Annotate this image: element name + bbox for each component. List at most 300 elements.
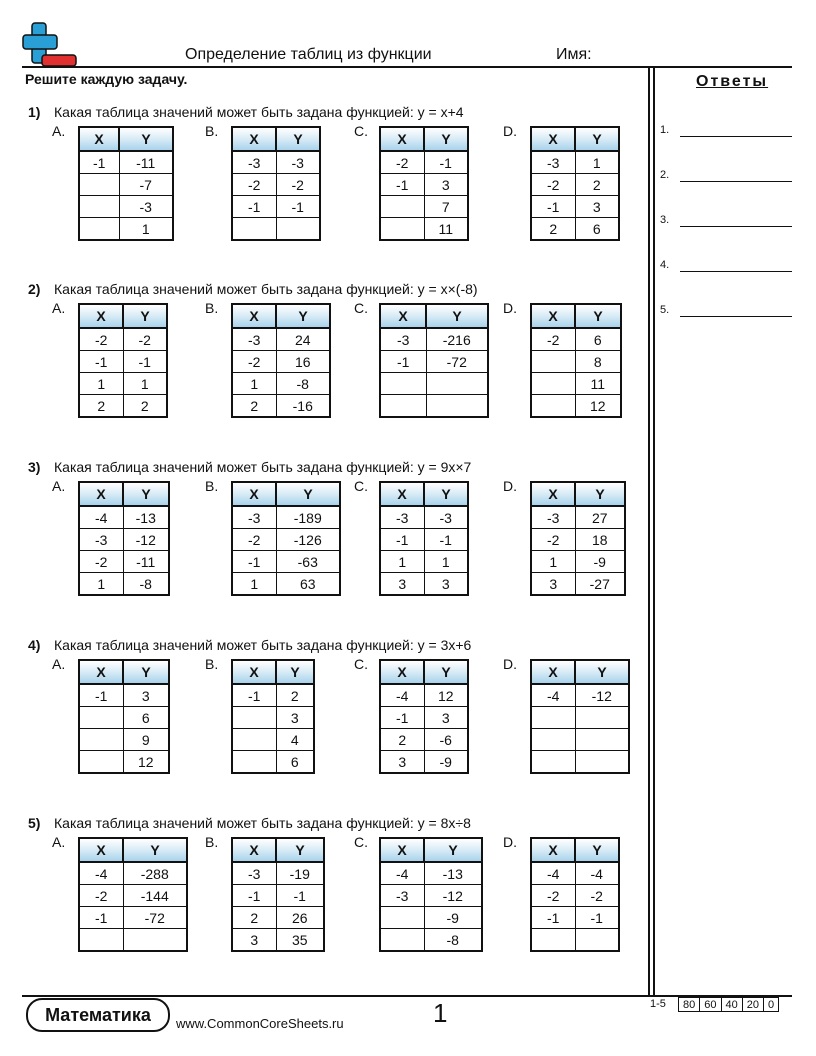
- x-cell: -3: [380, 885, 424, 907]
- y-cell: 2: [123, 395, 167, 418]
- option-label[interactable]: D.: [503, 656, 517, 672]
- table-row: [380, 707, 468, 729]
- table-row: [79, 328, 167, 351]
- answer-number: 5.: [660, 304, 670, 316]
- table-row: [531, 151, 619, 174]
- y-cell: -1: [123, 351, 167, 373]
- table-row: [79, 573, 169, 596]
- table-row: [531, 573, 625, 596]
- x-header: X: [79, 127, 119, 151]
- y-header: Y: [424, 838, 482, 862]
- x-cell: 2: [232, 395, 276, 418]
- y-header: Y: [276, 127, 320, 151]
- table-row: [232, 751, 314, 774]
- question-number: 5): [28, 815, 41, 831]
- y-cell: -16: [276, 395, 330, 418]
- x-cell: [79, 729, 123, 751]
- table-row: [380, 151, 468, 174]
- y-header: Y: [276, 838, 324, 862]
- table-row: [380, 174, 468, 196]
- x-cell: [232, 751, 276, 774]
- x-header: X: [380, 304, 426, 328]
- table-row: [79, 707, 169, 729]
- table-row: [79, 929, 187, 952]
- value-table: [530, 481, 626, 596]
- x-header: X: [380, 482, 424, 506]
- y-cell: 4: [276, 729, 314, 751]
- y-cell: -8: [424, 929, 482, 952]
- table-row: [232, 551, 340, 573]
- option-label[interactable]: B.: [205, 656, 219, 672]
- question-text: Какая таблица значений может быть задана функцией: y = 3x+6: [54, 637, 472, 653]
- y-cell: 11: [424, 218, 468, 241]
- table-row: [380, 373, 488, 395]
- option-label[interactable]: A.: [52, 123, 66, 139]
- x-cell: [531, 729, 575, 751]
- x-cell: -1: [79, 907, 123, 929]
- x-cell: -3: [380, 328, 426, 351]
- value-table: [78, 659, 170, 774]
- y-cell: [426, 373, 488, 395]
- footer-divider: [22, 995, 792, 997]
- y-cell: 2: [276, 684, 314, 707]
- option-label[interactable]: C.: [354, 300, 368, 316]
- y-cell: -216: [426, 328, 488, 351]
- table-row: [79, 506, 169, 529]
- x-cell: [380, 907, 424, 929]
- table-row: [380, 684, 468, 707]
- x-cell: -1: [531, 907, 575, 929]
- table-row: [531, 328, 621, 351]
- table-row: [232, 707, 314, 729]
- table-row: [232, 328, 330, 351]
- x-cell: [79, 196, 119, 218]
- question-text: Какая таблица значений может быть задана функцией: y = 8x÷8: [54, 815, 471, 831]
- x-cell: 1: [232, 373, 276, 395]
- table-row: [232, 351, 330, 373]
- x-cell: -1: [232, 885, 276, 907]
- table-row: [232, 929, 324, 952]
- y-cell: -9: [424, 751, 468, 774]
- x-header: X: [380, 127, 424, 151]
- x-cell: [79, 707, 123, 729]
- y-cell: -9: [424, 907, 482, 929]
- page-number: 1: [433, 998, 448, 1028]
- x-cell: [380, 373, 426, 395]
- y-header: Y: [575, 482, 625, 506]
- x-cell: [380, 395, 426, 418]
- y-cell: 1: [575, 151, 619, 174]
- x-cell: -3: [232, 506, 276, 529]
- value-table: [78, 837, 188, 952]
- table-row: [380, 907, 482, 929]
- table-row: [380, 751, 468, 774]
- value-table: [379, 837, 483, 952]
- x-cell: 2: [79, 395, 123, 418]
- x-cell: -4: [79, 506, 123, 529]
- table-row: [232, 885, 324, 907]
- x-cell: -3: [380, 506, 424, 529]
- y-cell: 1: [123, 373, 167, 395]
- y-header: Y: [424, 660, 468, 684]
- x-cell: -4: [79, 862, 123, 885]
- score-cell: 40: [721, 998, 742, 1012]
- y-cell: 7: [424, 196, 468, 218]
- table-row: [232, 573, 340, 596]
- table-row: [232, 151, 320, 174]
- y-cell: 12: [424, 684, 468, 707]
- x-cell: 2: [232, 907, 276, 929]
- site-url: www.CommonCoreSheets.ru: [176, 1016, 344, 1031]
- y-header: Y: [276, 304, 330, 328]
- y-cell: 16: [276, 351, 330, 373]
- y-cell: -288: [123, 862, 187, 885]
- x-header: X: [531, 838, 575, 862]
- y-header: Y: [123, 482, 169, 506]
- table-row: [79, 151, 173, 174]
- y-cell: 12: [123, 751, 169, 774]
- table-row: [380, 885, 482, 907]
- y-header: Y: [575, 660, 629, 684]
- answer-number: 4.: [660, 259, 670, 271]
- y-header: Y: [123, 660, 169, 684]
- x-header: X: [79, 482, 123, 506]
- y-cell: -13: [123, 506, 169, 529]
- value-table: [379, 659, 469, 774]
- x-cell: [531, 707, 575, 729]
- x-cell: -1: [380, 174, 424, 196]
- value-table: [231, 126, 321, 241]
- y-cell: -1: [575, 907, 619, 929]
- y-cell: [575, 751, 629, 774]
- table-row: [531, 707, 629, 729]
- value-table: [379, 481, 469, 596]
- option-label[interactable]: A.: [52, 656, 66, 672]
- table-row: [380, 395, 488, 418]
- table-row: [79, 529, 169, 551]
- option-label[interactable]: C.: [354, 656, 368, 672]
- option-label[interactable]: D.: [503, 834, 517, 850]
- y-cell: 2: [575, 174, 619, 196]
- x-cell: [380, 218, 424, 241]
- x-cell: 1: [232, 573, 276, 596]
- table-row: [380, 351, 488, 373]
- y-cell: 1: [119, 218, 173, 241]
- table-row: [79, 729, 169, 751]
- x-cell: -2: [232, 529, 276, 551]
- score-cell: 80: [679, 998, 700, 1012]
- x-cell: [380, 196, 424, 218]
- x-cell: -3: [232, 151, 276, 174]
- score-range: 1-5: [650, 998, 666, 1010]
- y-cell: 8: [575, 351, 621, 373]
- answer-line[interactable]: [680, 226, 792, 227]
- x-cell: -1: [380, 529, 424, 551]
- question-number: 1): [28, 104, 41, 120]
- y-cell: -19: [276, 862, 324, 885]
- y-cell: 3: [123, 684, 169, 707]
- table-row: [79, 218, 173, 241]
- question-text: Какая таблица значений может быть задана функцией: y = x×(-8): [54, 281, 478, 297]
- y-cell: 26: [276, 907, 324, 929]
- table-row: [232, 373, 330, 395]
- x-cell: 1: [380, 551, 424, 573]
- answer-row[interactable]: [660, 304, 792, 322]
- x-cell: -4: [531, 862, 575, 885]
- table-row: [79, 751, 169, 774]
- y-header: Y: [119, 127, 173, 151]
- option-label[interactable]: B.: [205, 834, 219, 850]
- y-cell: -1: [424, 151, 468, 174]
- table-row: [531, 862, 619, 885]
- x-cell: -2: [79, 328, 123, 351]
- x-header: X: [380, 838, 424, 862]
- y-cell: 35: [276, 929, 324, 952]
- score-cell: 0: [764, 998, 779, 1012]
- x-cell: 1: [531, 551, 575, 573]
- y-cell: 63: [276, 573, 340, 596]
- y-header: Y: [424, 127, 468, 151]
- x-cell: -3: [531, 506, 575, 529]
- table-row: [79, 907, 187, 929]
- y-cell: [575, 929, 619, 952]
- answer-number: 1.: [660, 124, 670, 136]
- instructions: Решите каждую задачу.: [25, 71, 188, 87]
- x-cell: -2: [531, 174, 575, 196]
- option-label[interactable]: B.: [205, 300, 219, 316]
- x-cell: [232, 729, 276, 751]
- y-cell: -2: [276, 174, 320, 196]
- y-header: Y: [575, 304, 621, 328]
- answer-row[interactable]: [660, 169, 792, 187]
- option-label[interactable]: A.: [52, 300, 66, 316]
- y-cell: 6: [276, 751, 314, 774]
- x-header: X: [531, 304, 575, 328]
- y-cell: -7: [119, 174, 173, 196]
- score-cell: 60: [700, 998, 721, 1012]
- x-header: X: [79, 660, 123, 684]
- y-cell: 3: [276, 707, 314, 729]
- table-row: [232, 529, 340, 551]
- table-row: [380, 529, 468, 551]
- table-row: [531, 684, 629, 707]
- x-cell: -3: [79, 529, 123, 551]
- y-header: Y: [123, 304, 167, 328]
- table-row: [79, 551, 169, 573]
- question-number: 4): [28, 637, 41, 653]
- y-header: Y: [575, 127, 619, 151]
- table-row: [232, 907, 324, 929]
- option-label[interactable]: B.: [205, 478, 219, 494]
- score-table: [678, 997, 779, 1012]
- y-cell: 24: [276, 328, 330, 351]
- y-cell: [426, 395, 488, 418]
- y-cell: 18: [575, 529, 625, 551]
- option-label[interactable]: B.: [205, 123, 219, 139]
- table-row: [79, 684, 169, 707]
- y-cell: 9: [123, 729, 169, 751]
- y-cell: 3: [424, 174, 468, 196]
- x-cell: -1: [380, 351, 426, 373]
- table-row: [79, 351, 167, 373]
- answer-line[interactable]: [680, 271, 792, 272]
- question-text: Какая таблица значений может быть задана функцией: y = x+4: [54, 104, 464, 120]
- x-cell: 1: [79, 573, 123, 596]
- table-row: [531, 196, 619, 218]
- x-cell: [79, 218, 119, 241]
- x-cell: [79, 174, 119, 196]
- y-cell: -27: [575, 573, 625, 596]
- y-cell: 3: [424, 573, 468, 596]
- x-header: X: [232, 127, 276, 151]
- option-label[interactable]: A.: [52, 478, 66, 494]
- x-header: X: [380, 660, 424, 684]
- table-row: [380, 573, 468, 596]
- y-cell: 27: [575, 506, 625, 529]
- table-row: [531, 729, 629, 751]
- y-cell: -126: [276, 529, 340, 551]
- x-cell: [531, 395, 575, 418]
- x-cell: 3: [380, 751, 424, 774]
- table-row: [79, 174, 173, 196]
- table-row: [531, 218, 619, 241]
- y-cell: -189: [276, 506, 340, 529]
- question-text: Какая таблица значений может быть задана функцией: y = 9x×7: [54, 459, 472, 475]
- answer-row[interactable]: [660, 259, 792, 277]
- y-cell: -12: [424, 885, 482, 907]
- x-cell: -1: [232, 551, 276, 573]
- answer-line[interactable]: [680, 181, 792, 182]
- y-cell: -8: [123, 573, 169, 596]
- table-row: [380, 506, 468, 529]
- option-label[interactable]: D.: [503, 478, 517, 494]
- y-header: Y: [424, 482, 468, 506]
- table-row: [79, 196, 173, 218]
- x-cell: [531, 751, 575, 774]
- table-row: [531, 506, 625, 529]
- x-header: X: [79, 838, 123, 862]
- table-row: [380, 929, 482, 952]
- table-row: [531, 885, 619, 907]
- x-cell: 3: [232, 929, 276, 952]
- table-row: [232, 196, 320, 218]
- y-cell: -1: [276, 196, 320, 218]
- x-cell: -4: [380, 862, 424, 885]
- x-header: X: [232, 482, 276, 506]
- x-cell: -1: [531, 196, 575, 218]
- x-cell: 3: [380, 573, 424, 596]
- x-header: X: [79, 304, 123, 328]
- answer-column-divider: [653, 66, 655, 996]
- table-row: [79, 373, 167, 395]
- answer-row[interactable]: [660, 214, 792, 232]
- x-cell: -1: [380, 707, 424, 729]
- y-cell: -144: [123, 885, 187, 907]
- y-cell: -13: [424, 862, 482, 885]
- option-label[interactable]: A.: [52, 834, 66, 850]
- table-row: [380, 328, 488, 351]
- table-row: [380, 862, 482, 885]
- y-cell: -72: [123, 907, 187, 929]
- option-label[interactable]: D.: [503, 123, 517, 139]
- y-cell: 6: [575, 218, 619, 241]
- name-label: Имя:: [556, 46, 592, 63]
- table-row: [232, 174, 320, 196]
- x-cell: [232, 218, 276, 241]
- option-label[interactable]: C.: [354, 123, 368, 139]
- x-cell: 2: [531, 218, 575, 241]
- y-cell: 6: [575, 328, 621, 351]
- table-row: [531, 551, 625, 573]
- answer-number: 2.: [660, 169, 670, 181]
- x-header: X: [531, 482, 575, 506]
- option-label[interactable]: D.: [503, 300, 517, 316]
- value-table: [231, 481, 341, 596]
- y-cell: -3: [424, 506, 468, 529]
- x-cell: [79, 751, 123, 774]
- x-cell: [380, 929, 424, 952]
- x-cell: -2: [232, 174, 276, 196]
- x-cell: -2: [79, 551, 123, 573]
- table-row: [380, 729, 468, 751]
- x-cell: -4: [380, 684, 424, 707]
- x-cell: -3: [232, 862, 276, 885]
- table-row: [232, 862, 324, 885]
- y-cell: -2: [123, 328, 167, 351]
- y-cell: 1: [424, 551, 468, 573]
- y-header: Y: [276, 482, 340, 506]
- x-cell: -4: [531, 684, 575, 707]
- y-header: Y: [575, 838, 619, 862]
- table-row: [531, 929, 619, 952]
- answer-column-divider: [648, 66, 650, 996]
- x-header: X: [232, 304, 276, 328]
- y-cell: -1: [424, 529, 468, 551]
- x-cell: -3: [531, 151, 575, 174]
- table-row: [380, 551, 468, 573]
- table-row: [380, 218, 468, 241]
- x-cell: 1: [79, 373, 123, 395]
- option-label[interactable]: C.: [354, 478, 368, 494]
- answer-row[interactable]: [660, 124, 792, 142]
- header-divider: [22, 66, 792, 68]
- x-header: X: [531, 660, 575, 684]
- table-row: [531, 751, 629, 774]
- table-row: [232, 218, 320, 241]
- x-cell: 3: [531, 573, 575, 596]
- y-header: Y: [276, 660, 314, 684]
- option-label[interactable]: C.: [354, 834, 368, 850]
- question-number: 2): [28, 281, 41, 297]
- x-cell: [232, 707, 276, 729]
- y-cell: -11: [123, 551, 169, 573]
- table-row: [232, 395, 330, 418]
- value-table: [231, 659, 315, 774]
- answer-line[interactable]: [680, 136, 792, 137]
- y-cell: [575, 707, 629, 729]
- table-row: [531, 373, 621, 395]
- answer-number: 3.: [660, 214, 670, 226]
- x-cell: -3: [232, 328, 276, 351]
- answer-line[interactable]: [680, 316, 792, 317]
- y-cell: -4: [575, 862, 619, 885]
- y-cell: -8: [276, 373, 330, 395]
- table-row: [531, 395, 621, 418]
- x-cell: -1: [232, 196, 276, 218]
- value-table: [530, 837, 620, 952]
- x-header: X: [232, 838, 276, 862]
- table-row: [531, 907, 619, 929]
